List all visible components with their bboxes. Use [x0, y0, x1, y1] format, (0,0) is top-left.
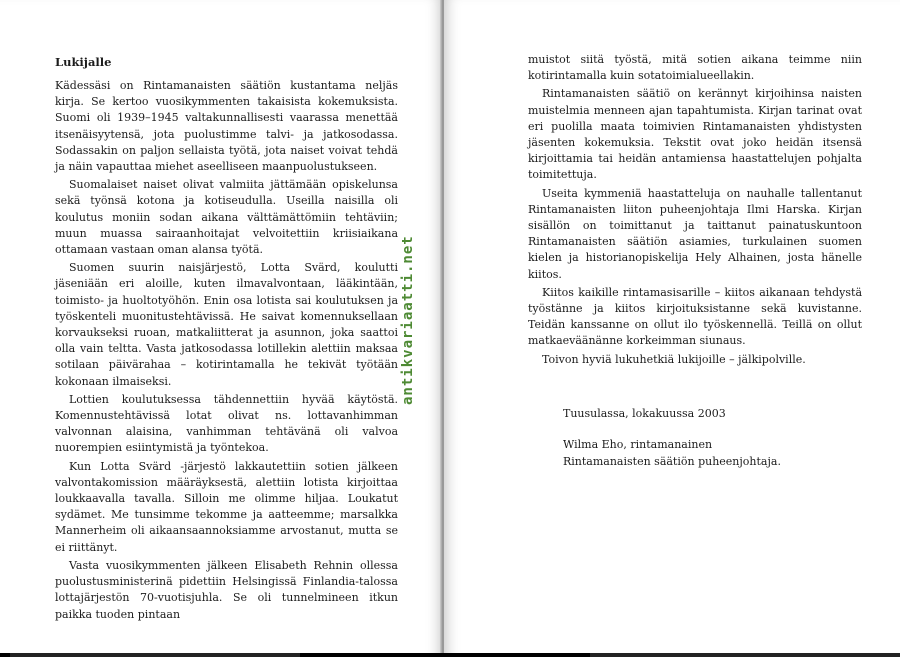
paragraph: Suomen suurin naisjärjestö, Lotta Svärd, koulutti jäseniään eri aloille, kuten ilmavalvontaan, lääkintään, toimisto- ja huoltotyöhön. Enin osa lotista sai koulutuksen ja työskenteli muonitustehtävissä. He saivat komennuksellaan korvaukseksi ruoan, matkaliitterat ja asunnon, joka saattoi olla vain teltta. Vasta jatkosodassa lotillekin alettiin maksaa sotilaan päivärahaa – kotirintamalla he tekivät työtään kokonaan ilmaiseksi.	[55, 261, 398, 388]
signer-title: Rintamanaisten säätiön puheenjohtaja.	[563, 454, 781, 468]
paragraph: Rintamanaisten säätiö on kerännyt kirjoihinsa naisten muistelmia menneen ajan tapahtumista. Kirjan tarinat ovat eri puolilla maata toimivien Rintamanaisten yhdistysten jäsenten kokemuksia. Tekstit ovat joko heidän itsensä kirjoittamia tai heidän antamiensa haastattelujen pohjalta toimitettuja.	[528, 87, 862, 182]
signer-name: Wilma Eho, rintamanainen	[563, 438, 713, 451]
right-text-column	[528, 52, 862, 370]
left-text-column	[55, 78, 398, 625]
left-page	[0, 0, 442, 657]
watermark	[400, 235, 420, 405]
paragraph: Useita kymmeniä haastatteluja on nauhalle tallentanut Rintamanaisten liiton puheenjohtaja Ilmi Harska. Kirjan sisällön on toimittanut ja taittanut painatuskuntoon Rintamanaisten säätiön asiamies, turkulainen suomen kielen ja historianopiskelija Hely Alhainen, josta hänelle kiitos.	[528, 186, 862, 281]
paragraph: Kiitos kaikille rintamasisarille – kiitos aikanaan tehdystä työstänne ja kiitos kirjoituksistanne sekä kuvistanne. Teidän kanssanne on ollut ilo työskennellä. Teillä on ollut matkaeväänänne korkeimman siunaus.	[528, 285, 862, 348]
watermark-text: antikvariaatti.net	[400, 235, 416, 405]
page-heading: Lukijalle	[55, 55, 112, 69]
bottom-edge	[0, 653, 900, 657]
paragraph: Toivon hyviä lukuhetkiä lukijoille – jälkipolville.	[542, 352, 806, 366]
paragraph: Suomalaiset naiset olivat valmiita jättämään opiskelunsa sekä työnsä kotona ja kotiseudulla. Useilla naisilla oli koulutus moniin sodan aikana välttämättömiin tehtäviin; muun muassa sairaanhoitajat velvoitettiin kriisiaikana ottamaan vastaan oman alansa työtä.	[55, 178, 398, 257]
paragraph: Vasta vuosikymmenten jälkeen Elisabeth Rehnin ollessa puolustusministerinä pidettiin Helsingissä Finlandia-talossa lottajärjestön 70-vuotisjuhla. Se oli tunnelmineen itkun paikka tuoden pintaan	[55, 558, 398, 621]
paragraph: Lottien koulutuksessa tähdennettiin hyvää käytöstä. Komennustehtävissä lotat olivat ns. lottavanhimman valvonnan alaisina, vanhimman tehtävänä oli valvoa nuorempien esiintymistä ja työntekoa.	[55, 392, 398, 455]
signature-block	[563, 437, 781, 470]
paragraph: Kun Lotta Svärd -järjestö lakkautettiin sotien jälkeen valvontakomission määräyksestä, alettiin lotista kirjoittaa loukkaavalla tavalla. Silloin me olimme hiljaa. Loukatut sydämet. Me tunsimme tekomme ja aatteemme; marsalkka Mannerheim oli aikaansaannoksiamme arvostanut, mutta se ei riittänyt.	[55, 459, 398, 554]
paragraph: Kädessäsi on Rintamanaisten säätiön kustantama neljäs kirja. Se kertoo vuosikymmenten takaisista kokemuksista. Suomi oli 1939–1945 valtakunnallisesti vaarassa menettää itsenäisyytensä, jota puolustimme talvi- ja jatkosodassa. Sodassakin on paljon sellaista työtä, jota naiset voivat tehdä ja näin vapauttaa miehet aseelliseen maanpuolustukseen.	[55, 79, 398, 174]
place-date: Tuusulassa, lokakuussa 2003	[563, 407, 726, 420]
paragraph: muistot siitä työstä, mitä sotien aikana teimme niin kotirintamalla kuin sotatoimialueellakin.	[528, 53, 862, 83]
